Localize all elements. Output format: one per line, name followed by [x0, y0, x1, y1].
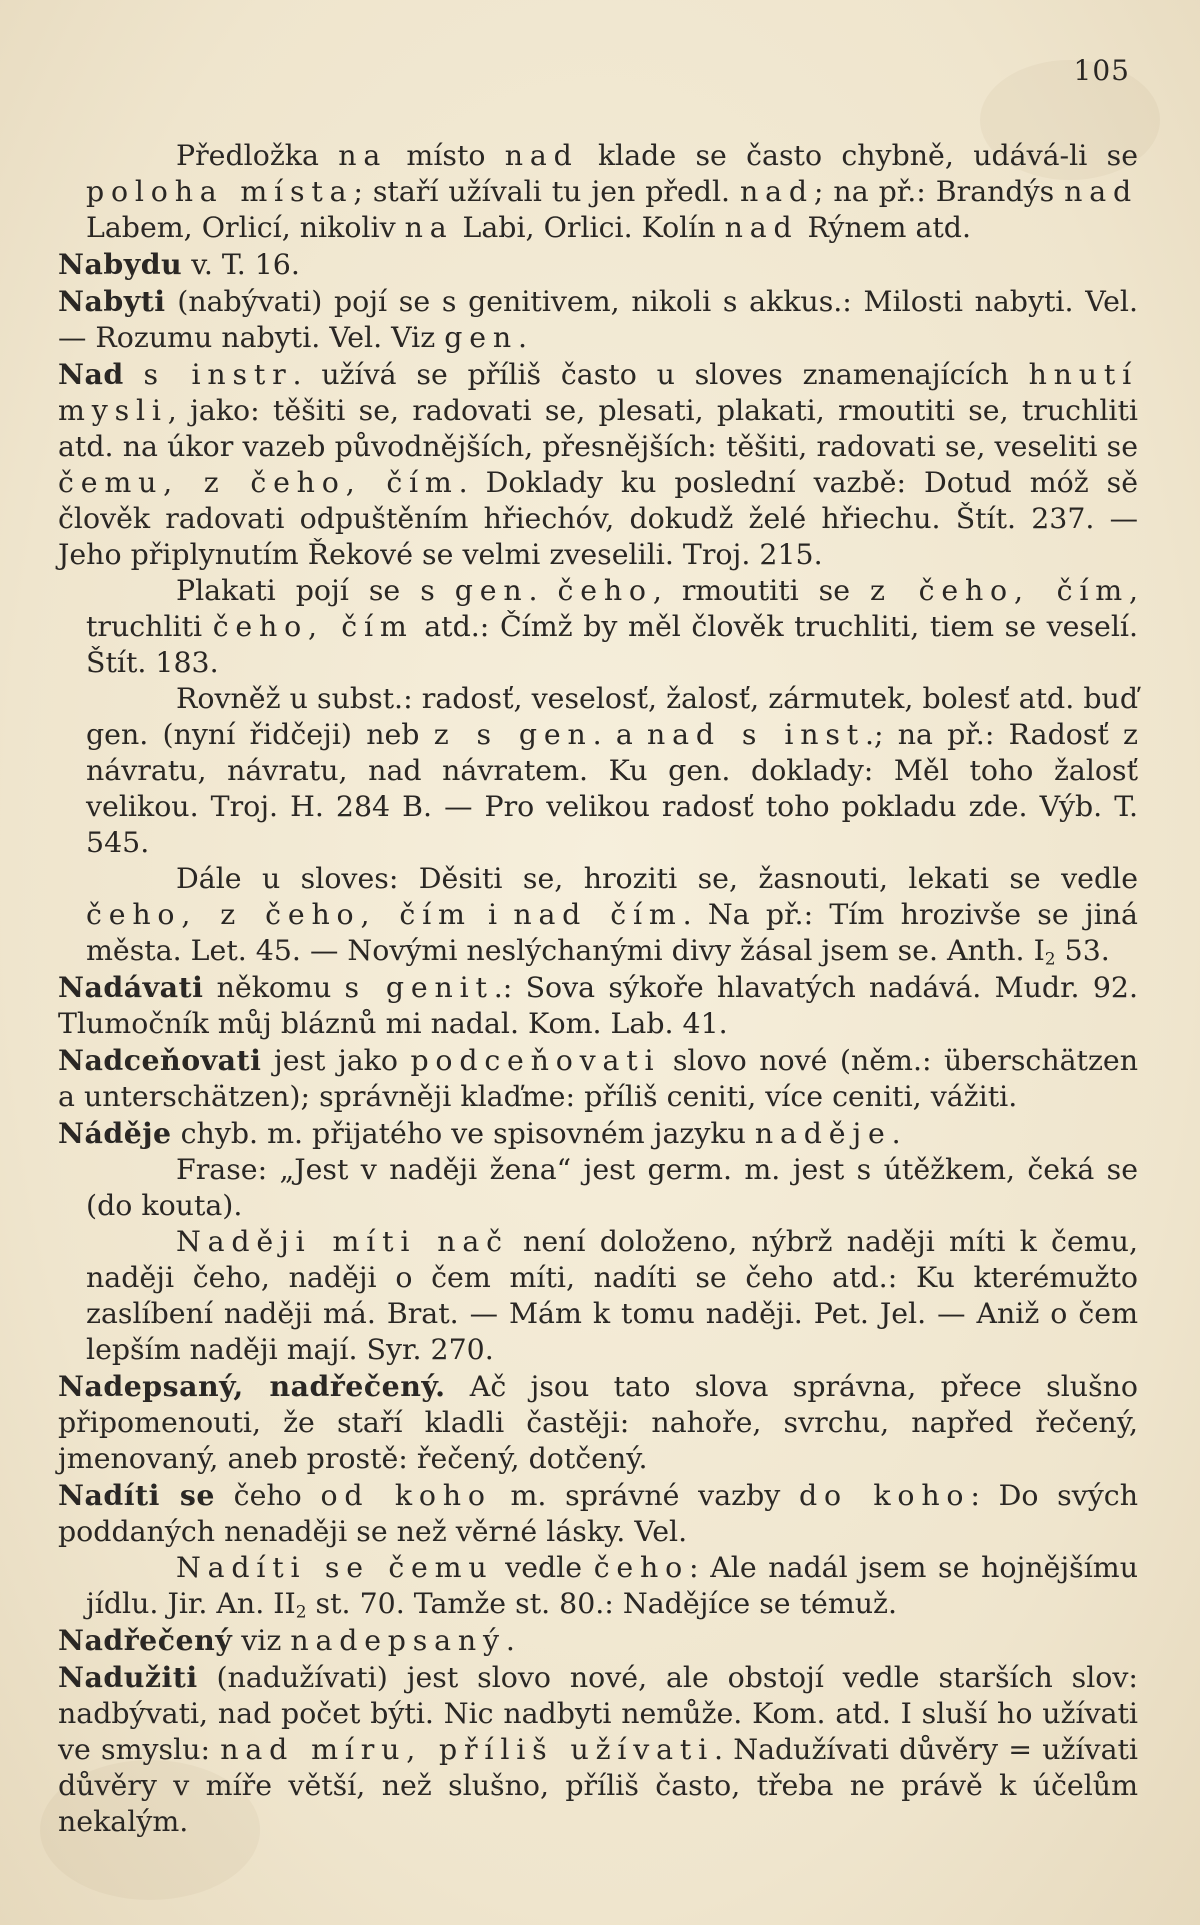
text-run: : Ale nadál jsem se hojnějšímu jídlu. Jir. An. II — [86, 1551, 1139, 1620]
text-run: atd.: Čímž by měl člověk truchliti, tiem se veselí. Štít. 183. — [86, 610, 1139, 679]
text-run: slovo nové (něm.: überschätzen a unterschätzen); správněji klaďme: příliš ceniti, více ceniti, vážiti. — [58, 1044, 1138, 1113]
text-run: Rovněž u subst.: radosť, veselosť, žalosť, zármutek, bolesť atd. buď gen. (nyní řidčeji) neb — [86, 682, 1138, 751]
text-run — [124, 358, 144, 391]
paragraph — [86, 1152, 1138, 1224]
spaced-text: na — [338, 139, 388, 172]
text-run: (nabývati) pojí se s genitivem, nikoli s akkus.: Milosti nabyti. Vel. — Rozumu nabyti. Vel. Viz — [58, 285, 1138, 354]
text-run: vedle — [493, 1551, 594, 1584]
text-run: .: Sova sýkoře hlavatých nadává. Mudr. 92. Tlumočník můj bláznů mi nadal. Kom. Lab. 41. — [58, 971, 1138, 1040]
spaced-text: poloha místa — [86, 175, 354, 208]
text-run: : Do svých poddaných nenaději se než věrné lásky. Vel. — [58, 1479, 1138, 1548]
paragraph — [86, 1550, 1138, 1622]
spaced-text: podceňovati — [410, 1044, 661, 1077]
dictionary-entry — [58, 1622, 1138, 1659]
text-run: .; na př.: Radosť z návratu, návratu, nad návratem. Ku gen. doklady: Měl toho žalosť velikou. Troj. H. 284 B. — Pro velikou radosť toho pokladu zde. Výb. T. 545. — [86, 718, 1138, 859]
spaced-text: gen — [454, 574, 529, 607]
page-number: 105 — [1073, 54, 1130, 87]
spaced-text: na — [404, 211, 454, 244]
dictionary-text — [58, 138, 1139, 1840]
entry-headword: Nadužiti — [58, 1660, 198, 1694]
text-run: není doloženo, nýbrž naději míti k čemu, naději čeho, naději o čem míti, nadíti se čeho atd.: Ku kterémužto zaslíbení naději má. Brat. — Mám k tomu naději. Pet. Jel. — Aniž o čem lepším naději mají. Syr. 270. — [86, 1225, 1138, 1366]
text-run: 2 — [295, 1602, 307, 1623]
spaced-text: z s gen — [433, 718, 593, 751]
spaced-text: čeho — [593, 1551, 690, 1584]
text-run: . — [517, 321, 527, 354]
text-run: klade se často chybně, udává-li se — [578, 139, 1138, 172]
paragraph — [86, 861, 1138, 969]
text-run: . užívá se příliš často u sloves znamenajících — [292, 358, 1029, 391]
text-run: , rmoutiti se — [652, 574, 871, 607]
spaced-text: čeho, čím — [212, 610, 414, 643]
text-run: . Nadužívati důvěry = užívati důvěry v míře větší, než slušno, příliš často, třeba ne právě k účelům nekalým. — [58, 1733, 1138, 1838]
dictionary-entry — [58, 1659, 1138, 1840]
text-run: Rýnem atd. — [798, 211, 972, 244]
dictionary-entry — [58, 1368, 1138, 1477]
entry-headword: Nabyti — [58, 284, 166, 318]
spaced-text: do koho — [799, 1479, 971, 1512]
spaced-text: nad s inst — [647, 718, 865, 751]
spaced-text: s instr — [143, 358, 293, 391]
dictionary-entry — [58, 356, 1138, 573]
dictionary-entry — [58, 1042, 1138, 1115]
text-run: místo — [387, 139, 505, 172]
paragraph — [86, 1224, 1138, 1368]
entry-headword: Nadávati — [58, 970, 204, 1004]
text-run: Labem, Orlicí, nikoliv — [86, 211, 405, 244]
text-run: Ač jsou tato slova správna, přece slušno připomenouti, že staří kladli častěji: nahoře, svrchu, napřed řečený, jmenovaný, aneb prostě: řečený, dotčený. — [58, 1370, 1139, 1475]
spaced-text: od koho — [320, 1479, 492, 1512]
spaced-text: nadepsaný — [290, 1624, 506, 1657]
spaced-text: nad — [724, 211, 799, 244]
spaced-text: naděje — [754, 1117, 892, 1150]
dictionary-entry — [58, 1115, 1138, 1152]
text-run: chyb. m. přijatého ve spisovném jazyku — [171, 1117, 755, 1150]
text-run: ; na př.: Brandýs — [813, 175, 1065, 208]
spaced-text: čeho, z čeho, čím — [86, 898, 472, 931]
entry-headword: Nabydu — [58, 247, 183, 281]
text-run: m. správné vazby — [491, 1479, 799, 1512]
dictionary-entry — [58, 1477, 1138, 1550]
spaced-text: nad — [1064, 175, 1138, 208]
paragraph — [86, 573, 1138, 681]
spaced-text: Nadíti se čemu — [176, 1551, 494, 1584]
text-run: i — [471, 898, 514, 931]
paragraph — [86, 138, 1138, 246]
spaced-text: hnutí mysli — [58, 358, 1138, 427]
spaced-text: čemu, z čeho, čím — [58, 466, 459, 499]
text-run: . — [505, 1624, 515, 1657]
spaced-text: nad míru, příliš užívati — [220, 1733, 715, 1766]
text-run: v. T. 16. — [182, 248, 300, 281]
text-run: . Doklady ku poslední vazbě: Dotud móž sě člověk radovati odpuštěním hřiechóv, dokudž želé hřiechu. Štít. 237. — Jeho připlynutím Řekové se velmi zveselili. Troj. 215. — [58, 466, 1139, 571]
text-run: . — [528, 574, 558, 607]
text-run: Dále u sloves: Děsiti se, hroziti se, žasnouti, lekati se vedle — [176, 862, 1138, 895]
text-run: st. 70. Tamže st. 80.: Nadějíce se témuž. — [306, 1587, 898, 1620]
paragraph — [86, 681, 1138, 861]
entry-headword: Nadřečený — [58, 1623, 233, 1657]
text-run: viz — [232, 1624, 291, 1657]
entry-headword: Náděje — [58, 1116, 172, 1150]
spaced-text: nad — [504, 139, 579, 172]
spaced-text: s genit — [344, 971, 494, 1004]
text-run: 53. — [1055, 934, 1110, 967]
dictionary-entry — [58, 969, 1138, 1042]
entry-headword: Nadíti se — [58, 1478, 215, 1512]
entry-headword: Nad — [58, 357, 124, 391]
spaced-text: čeho — [557, 574, 653, 607]
dictionary-entry — [58, 246, 1138, 283]
spaced-text: gen — [444, 321, 518, 354]
text-run: . — [891, 1117, 901, 1150]
text-run: . Na př.: Tím hrozivše se jiná města. Let. 45. — Novými neslýchanými divy žásal jsem se. Anth. I — [86, 898, 1138, 967]
text-run: 2 — [1044, 949, 1056, 970]
text-run: někomu — [203, 971, 345, 1004]
text-run: (nadužívati) jest slovo nové, ale obstojí vedle starších slov: nadbývati, nad počet býti. Nic nadbyti nemůže. Kom. atd. I sluší ho užívati ve smyslu: — [58, 1661, 1138, 1766]
entry-headword: Nadceňovati — [58, 1043, 262, 1077]
entry-headword: Nadepsaný, nadřečený. — [58, 1369, 446, 1403]
spaced-text: nad čím — [513, 898, 683, 931]
text-run: . a — [592, 718, 648, 751]
text-run: čeho — [214, 1479, 321, 1512]
text-run: , jako: těšiti se, radovati se, plesati, plakati, rmoutiti se, truchliti atd. na úkor vazeb původnějších, přesnějších: těšiti, radovati se, veseliti se — [58, 394, 1138, 463]
text-run: Plakati pojí se s — [176, 574, 455, 607]
text-run: Předložka — [176, 139, 339, 172]
text-run: jest jako — [261, 1044, 411, 1077]
text-run: Frase: „Jest v naději žena“ jest germ. m. jest s útěžkem, čeká se (do kouta). — [86, 1153, 1138, 1222]
dictionary-entry — [58, 283, 1138, 356]
spaced-text: z čeho, čím — [870, 574, 1129, 607]
text-run: Labi, Orlici. Kolín — [453, 211, 725, 244]
text-run: ; staří užívali tu jen předl. — [353, 175, 741, 208]
spaced-text: nad — [740, 175, 814, 208]
spaced-text: Naději míti nač — [176, 1225, 509, 1258]
text-run: , truchliti — [86, 574, 1138, 643]
